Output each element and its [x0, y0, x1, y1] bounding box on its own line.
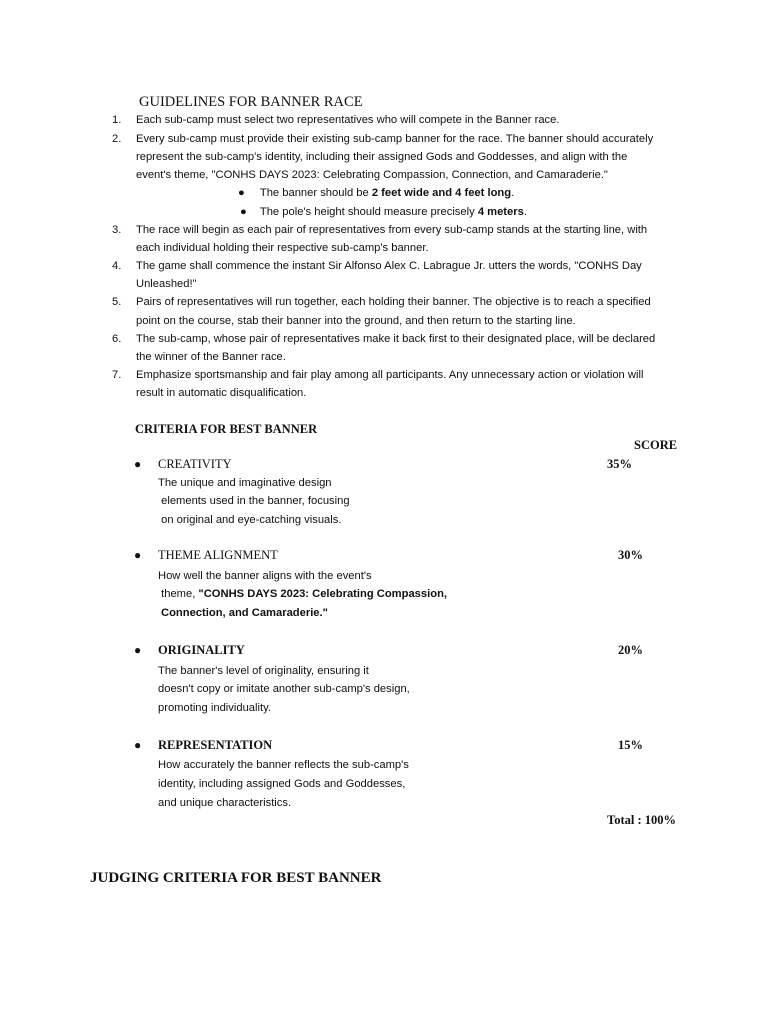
item-line: The sub-camp, whose pair of representatives make it back first to their designated place, will be declared — [136, 333, 656, 345]
criterion-desc-line: The banner's level of originality, ensuring it — [158, 665, 369, 677]
item-line: Emphasize sportsmanship and fair play among all participants. Any unnecessary action or violation will — [136, 369, 644, 381]
criterion-desc-line: on original and eye-catching visuals. — [158, 514, 342, 526]
item-number: 5. — [112, 296, 122, 308]
criterion-desc-line: The unique and imaginative design — [158, 477, 332, 489]
bullet-dot: ● — [240, 206, 247, 218]
bullet-dot: ● — [134, 457, 142, 471]
criterion-desc-line: How well the banner aligns with the event's — [158, 570, 372, 582]
item-line: result in automatic disqualification. — [136, 387, 307, 399]
item-line: Unleashed!" — [136, 278, 197, 290]
criterion-desc-line: promoting individuality. — [158, 702, 271, 714]
desc-plain: theme, — [158, 588, 199, 600]
bullet-dot: ● — [134, 738, 142, 752]
item-line: Every sub-camp must provide their existing sub-camp banner for the race. The banner should accurately — [136, 133, 654, 145]
item-line: Each sub-camp must select two representatives who will compete in the Banner race. — [136, 114, 560, 126]
item-line: event's theme, "CONHS DAYS 2023: Celebrating Compassion, Connection, and Camaraderie." — [136, 169, 608, 181]
criterion-desc-line — [158, 585, 447, 604]
criterion-score: 35% — [607, 457, 632, 471]
item-number: 4. — [112, 260, 122, 272]
judging-heading: JUDGING CRITERIA FOR BEST BANNER — [90, 870, 382, 886]
sub-bullet-post: . — [523, 206, 527, 218]
bullet-dot: ● — [134, 548, 142, 562]
criterion-desc-line: elements used in the banner, focusing — [158, 495, 350, 507]
criterion-title: CREATIVITY — [158, 457, 232, 471]
criterion-desc-line: How accurately the banner reflects the sub-camp's — [158, 759, 409, 771]
item-line: represent the sub-camp's identity, including their assigned Gods and Goddesses, and align with the — [136, 151, 628, 163]
sub-bullet-post: . — [511, 187, 515, 199]
criterion-title: ORIGINALITY — [158, 643, 245, 657]
sub-bullet-text: The banner should be — [259, 187, 372, 199]
desc-bold: "CONHS DAYS 2023: Celebrating Compassion, — [198, 588, 448, 600]
criterion-desc-line: and unique characteristics. — [158, 797, 292, 809]
criterion-title: THEME ALIGNMENT — [158, 548, 278, 562]
item-number: 2. — [112, 133, 122, 145]
sub-bullet-1 — [238, 187, 514, 199]
item-line: point on the course, stab their banner into the ground, and then return to the starting line. — [136, 315, 576, 327]
criteria-heading: CRITERIA FOR BEST BANNER — [135, 422, 318, 436]
bullet-dot: ● — [134, 643, 142, 657]
item-line: the winner of the Banner race. — [136, 351, 286, 363]
criterion-desc-line: identity, including assigned Gods and Goddesses, — [158, 778, 406, 790]
criterion-desc-line: Connection, and Camaraderie." — [161, 607, 328, 619]
bullet-dot: ● — [238, 187, 245, 199]
item-number: 7. — [112, 369, 122, 381]
item-line: Pairs of representatives will run together, each holding their banner. The objective is to reach a specified — [136, 296, 651, 308]
score-header: SCORE — [634, 438, 678, 452]
sub-bullet-bold: 2 feet wide and 4 feet long — [371, 187, 512, 199]
criterion-desc-line: doesn't copy or imitate another sub-camp's design, — [158, 683, 410, 695]
sub-bullet-2 — [240, 206, 527, 218]
criterion-score: 20% — [618, 643, 643, 657]
item-number: 3. — [112, 224, 122, 236]
item-number: 6. — [112, 333, 122, 345]
sub-bullet-text: The pole's height should measure precisely — [259, 206, 478, 218]
item-line: The race will begin as each pair of representatives from every sub-camp stands at the starting line, with — [136, 224, 648, 236]
criterion-title: REPRESENTATION — [158, 738, 273, 752]
criterion-score: 15% — [618, 738, 643, 752]
criterion-score: 30% — [618, 548, 643, 562]
item-line: each individual holding their respective sub-camp's banner. — [136, 242, 429, 254]
guidelines-title: GUIDELINES FOR BANNER RACE — [139, 94, 363, 110]
item-number: 1. — [112, 114, 122, 126]
item-line: The game shall commence the instant Sir Alfonso Alex C. Labrague Jr. utters the words, "CONHS Day — [136, 260, 642, 272]
sub-bullet-bold: 4 meters — [477, 206, 524, 218]
total-score: Total : 100% — [607, 813, 676, 827]
